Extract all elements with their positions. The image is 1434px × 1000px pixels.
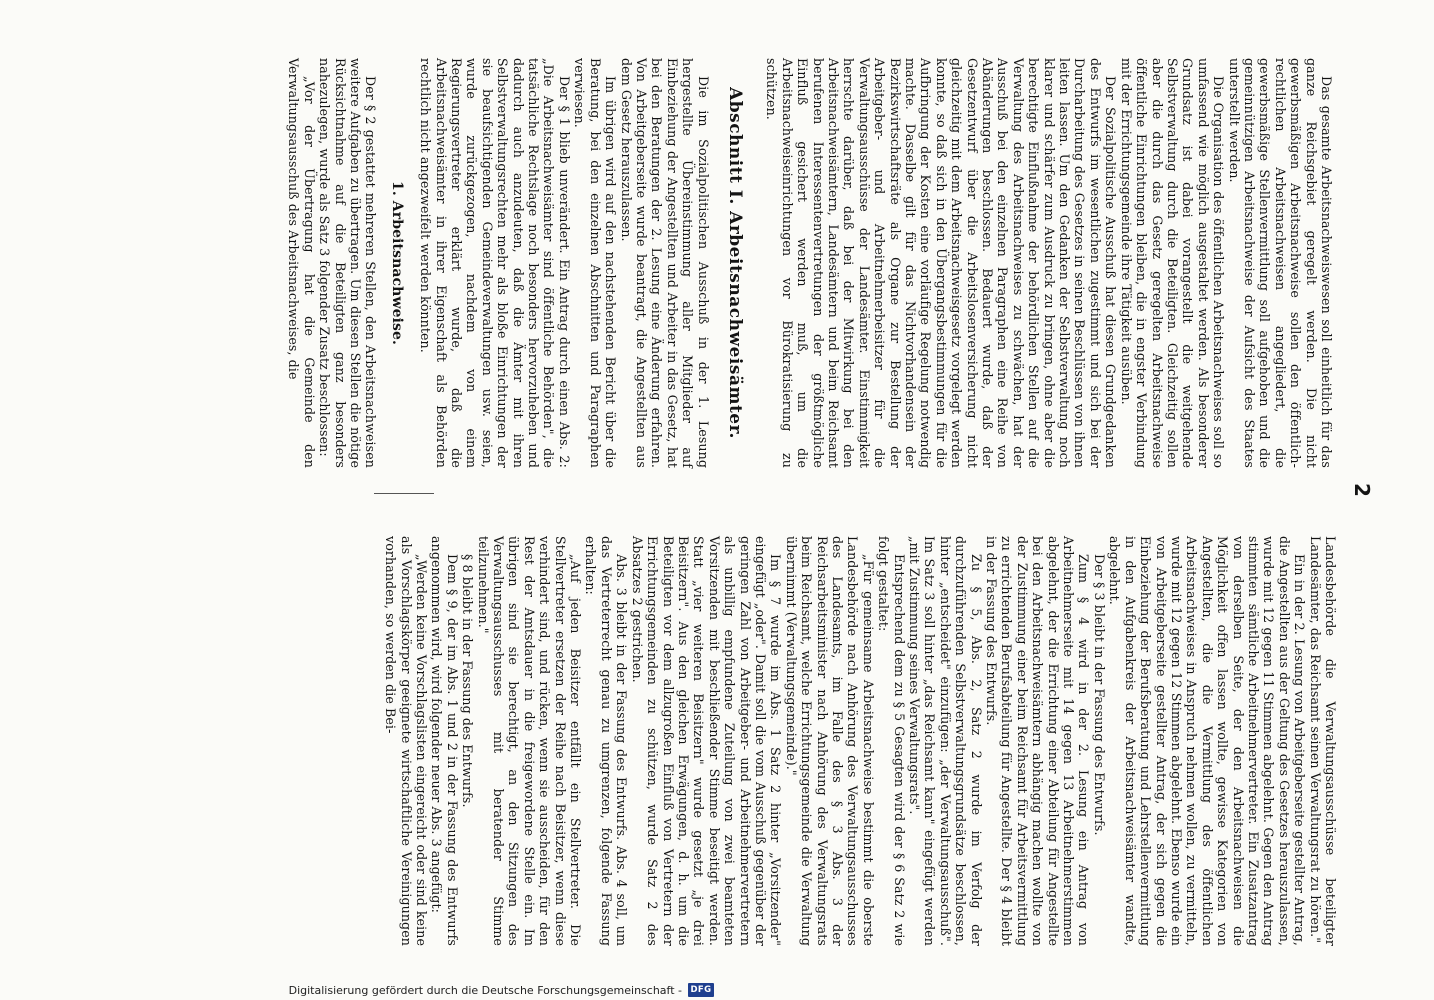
paragraph: Im übrigen wird auf den nachstehenden Bericht über die Beratung, bei den einzelnen Abschnitten und Paragraphen verwiesen. — [572, 58, 619, 468]
paragraph: Der § 1 blieb unverändert. Ein Antrag durch einen Abs. 2: „Die Arbeitsnachweisämter sind öffentliche Behörden", die tatsächliche Rechtslage noch besonders hervorzuheben und dadurch auch anzudeuten, daß die Ämter mit ihren Selbstverwaltungsrechten mehr als bloße Einrichtungen der sie beaufsichtigenden Gemeindeverwaltungen usw. seien, wurde zurückgezogen, nachdem von einem Regierungsvertreter erklärt wurde, daß die Arbeitsnachweisämter in ihrer Eigenschaft als Behörden rechtlich nicht angezweifelt werden könnten. — [418, 58, 572, 468]
digitization-footer — [14, 960, 714, 997]
paragraph: Zum § 4 wird in der 2. Lesung ein Antrag von Arbeitnehmerseite mit 14 gegen 13 Arbeitnehmerstimmen abgelehnt, der die Errichtung einer Abteilung für Angestellte bei den Arbeitsnachweisämtern abhängig machen wollte von der Zustimmung einer beim Reichsamt für Arbeitsvermittlung zu errichtenden Berufsabteilung für Angestellte. Der § 4 bleibt in der Fassung des Entwurfs. — [984, 536, 1092, 946]
paragraph: Die Organisation des öffentlichen Arbeitsnachweises soll so umfassend wie möglich ausgestaltet werden. Als besonderer Grundsatz ist dabei vorangestellt die weitgehende Selbstverwaltung durch die Beteiligten. Gleichzeitig sollen aber die durch das Gesetz geregelten Arbeitsnachweise öffentliche Einrichtungen bleiben, die in engster Verbindung mit der Errichtungsgemeinde ihre Tätigkeit ausüben. — [1118, 58, 1227, 468]
column-separator-mark — [374, 493, 434, 494]
paragraph: Ein in der 2. Lesung von Arbeitgeberseite gestellter Antrag, die Angestellten aus der Geltung des Gesetzes herauszulassen, wurde mit 12 gegen 11 Stimmen abgelehnt. Gegen den Antrag stimmten sämtliche Arbeitnehmervertreter. Ein Zusatzantrag von derselben Seite, der den Arbeitsnachweisen die Möglichkeit offen lassen wollte, gewisse Kategorien von Angestellten, die die Vermittlung des öffentlichen Arbeitsnachweises in Anspruch nehmen wollen, zu vermitteln, wurde mit 12 gegen 12 Stimmen abgelehnt. Ebenso wurde ein von Arbeitgeberseite gestellter Antrag, der sich gegen die Einbeziehung der Berufsberatung und Lehrstellenvermittlung in den Aufgabenkreis der Arbeitsnachweisämter wandte, abgelehnt. — [1107, 536, 1308, 947]
paragraph: Dem § 9, der im Abs. 1 und 2 in der Fassung des Entwurfs angenommen wird, wird folgender neuer Abs. 3 angefügt: — [429, 536, 460, 946]
paragraph: „Werden keine Vorschlagslisten eingereicht oder sind keine als Vorschlagskörper geeignete wirtschaftliche Vereinigungen vorhanden, so werden die Bei- — [383, 536, 430, 946]
paragraph: § 8 bleibt in der Fassung des Entwurfs. — [460, 554, 476, 808]
paragraph: „Vor der Übertragung hat die Gemeinde den Verwaltungsausschuß des Arbeitsnachweises, die — [286, 58, 317, 468]
paragraph: Im § 7 wurde im Abs. 1 Satz 2 hinter „Vorsitzender" eingefügt „oder". Damit soll die vom Ausschuß gegenüber der geringen Zahl von Arbeitgeber- und Arbeitnehmervertretern als unbillig empfundene Zuteilung von zwei beamteten Vorsitzenden mit beschließender Stimme beseitigt werden. Statt „vier weiteren Beisitzern" wurde gesetzt „je drei Beisitzern". Aus den gleichen Erwägungen, d. h. um die Beteiligten vor dem allzugroßen Einfluß von Vertretern der Errichtungsgemeinden zu schützen, wurde Satz 2 des Absatzes 2 gestrichen. — [629, 536, 784, 946]
paragraph: „Auf jeden Beisitzer entfällt ein Stellvertreter. Die Stellvertreter ersetzen der Reihe nach Beisitzer, wenn diese verhindert sind, und rücken, wenn sie ausscheiden, für den Rest der Amtsdauer in die freigewordene Stelle ein. Im übrigen sind sie berechtigt, an den Sitzungen des Verwaltungsausschusses mit beratender Stimme teilzunehmen." — [475, 536, 584, 946]
dfg-logo-icon: DFG — [688, 983, 714, 997]
footer-text: Digitalisierung gefördert durch die Deutsche Forschungsgemeinschaft - — [288, 983, 682, 997]
section-title: Abschnitt I. Arbeitsnachweisämter. — [724, 87, 745, 439]
paragraph: Landesbehörde die Verwaltungsausschüsse beteiligter Landesämter, das Reichsamt seinen Verwaltungsrat zu hören." — [1307, 536, 1338, 946]
right-column — [383, 536, 1338, 946]
sub-title: 1. Arbeitsnachweise. — [388, 181, 405, 345]
paragraph: Der § 3 bleibt in der Fassung des Entwurfs. — [1091, 554, 1107, 836]
left-column — [286, 58, 1334, 468]
paragraph: Abs. 3 bleibt in der Fassung des Entwurfs. Abs. 4 soll, um das Vertreterrecht genau zu umgrenzen, folgende Fassung erhalten: — [583, 536, 630, 946]
page-number: 2 — [1350, 483, 1374, 497]
paragraph: Die im Sozialpolitischen Ausschuß in der 1. Lesung hergestellte Übereinstimmung aller Mitglieder auf Einbeziehung der Angestellten und Arbeiter in das Gesetz, hat bei den Beratungen der 2. Lesung eine Änderung erfahren. Von Arbeitgeberseite wurde beantragt, die Angestellten aus dem Gesetz herauszulassen. — [618, 58, 711, 468]
paragraph: Das gesamte Arbeitsnachweiswesen soll einheitlich für das ganze Reichsgebiet geregelt werden. Die nicht gewerbsmäßigen Arbeitsnachweise sollen den öffentlich-rechtlichen Arbeitsnachweisen angegliedert, die gewerbsmäßige Stellenvermittlung soll aufgehoben und die gemeinnützigen Arbeitsnachweise der Aufsicht des Staates unterstellt werden. — [1226, 58, 1334, 468]
paragraph: Entsprechend dem zu § 5 Gesagten wird der § 6 Satz 2 wie folgt gestaltet: — [876, 536, 907, 946]
paragraph: „Für gemeinsame Arbeitsnachweise bestimmt die oberste Landesbehörde nach Anhörung des Verwaltungsausschusses des Landesamts, im Falle des § 3 Abs. 3 der Reichsarbeitsminister nach Anhörung des Verwaltungsrats beim Reichsamt, welche Errichtungsgemeinde die Verwaltung übernimmt (Verwaltungsgemeinde)." — [783, 536, 876, 946]
paragraph: Der § 2 gestattet mehreren Stellen, den Arbeitsnachweisen weitere Aufgaben zu übertragen. Um diesen Stellen die nötige Rücksichtnahme auf die Beteiligten ganz besonders nahezulegen, wurde als Satz 3 folgender Zusatz beschlossen: — [317, 58, 379, 468]
paragraph: Zu § 5, Abs. 2, Satz 2 wurde im Verfolg der durchzuführenden Selbstverwaltungsgrundsätze beschlossen, hinter „entscheidet" einzufügen: „der Verwaltungsausschuß". Im Satz 3 soll hinter „das Reichsamt kann" eingefügt werden „mit Zustimmung seines Verwaltungsrats". — [907, 536, 984, 946]
paragraph: Der Sozialpolitische Ausschuß hat diesen Grundgedanken des Entwurfs im wesentlichen zugestimmt und sich bei der Durcharbeitung des Gesetzes in seinen Beschlüssen von ihnen leiten lassen. Um den Gedanken der Selbstverwaltung noch klarer und schärfer zum Ausdruck zu bringen, ohne aber die berechtigte Einflußnahme der behördlichen Stellen auf die Verwaltung des Arbeitsnachweises zu schwächen, hat der Ausschuß bei den einzelnen Paragraphen eine Reihe von Abänderungen beschlossen. Bedauert wurde, daß der Gesetzentwurf über die Arbeitslosenversicherung nicht gleichzeitig mit dem Arbeitsnachweisgesetz vorgelegt werden konnte, so daß sich in den Übergangsbestimmungen für die Aufbringung der Kosten eine vorläufige Regelung notwendig machte. Dasselbe gilt für das Nichtvorhandensein der Bezirkswirtschaftsräte als Organe zur Bestellung der Arbeitgeber- und Arbeitnehmerbeisitzer für die Verwaltungsausschüsse der Landesämter. Einstimmigkeit herrschte darüber, daß bei der Mitwirkung bei den Arbeitsnachweisämtern, Landesämtern und beim Reichsamt berufenen Interessentenvertretungen der größtmögliche Einfluß gesichert werden muß, um die Arbeitsnachweiseinrichtungen vor Bürokratisierung zu schützen. — [764, 58, 1119, 468]
